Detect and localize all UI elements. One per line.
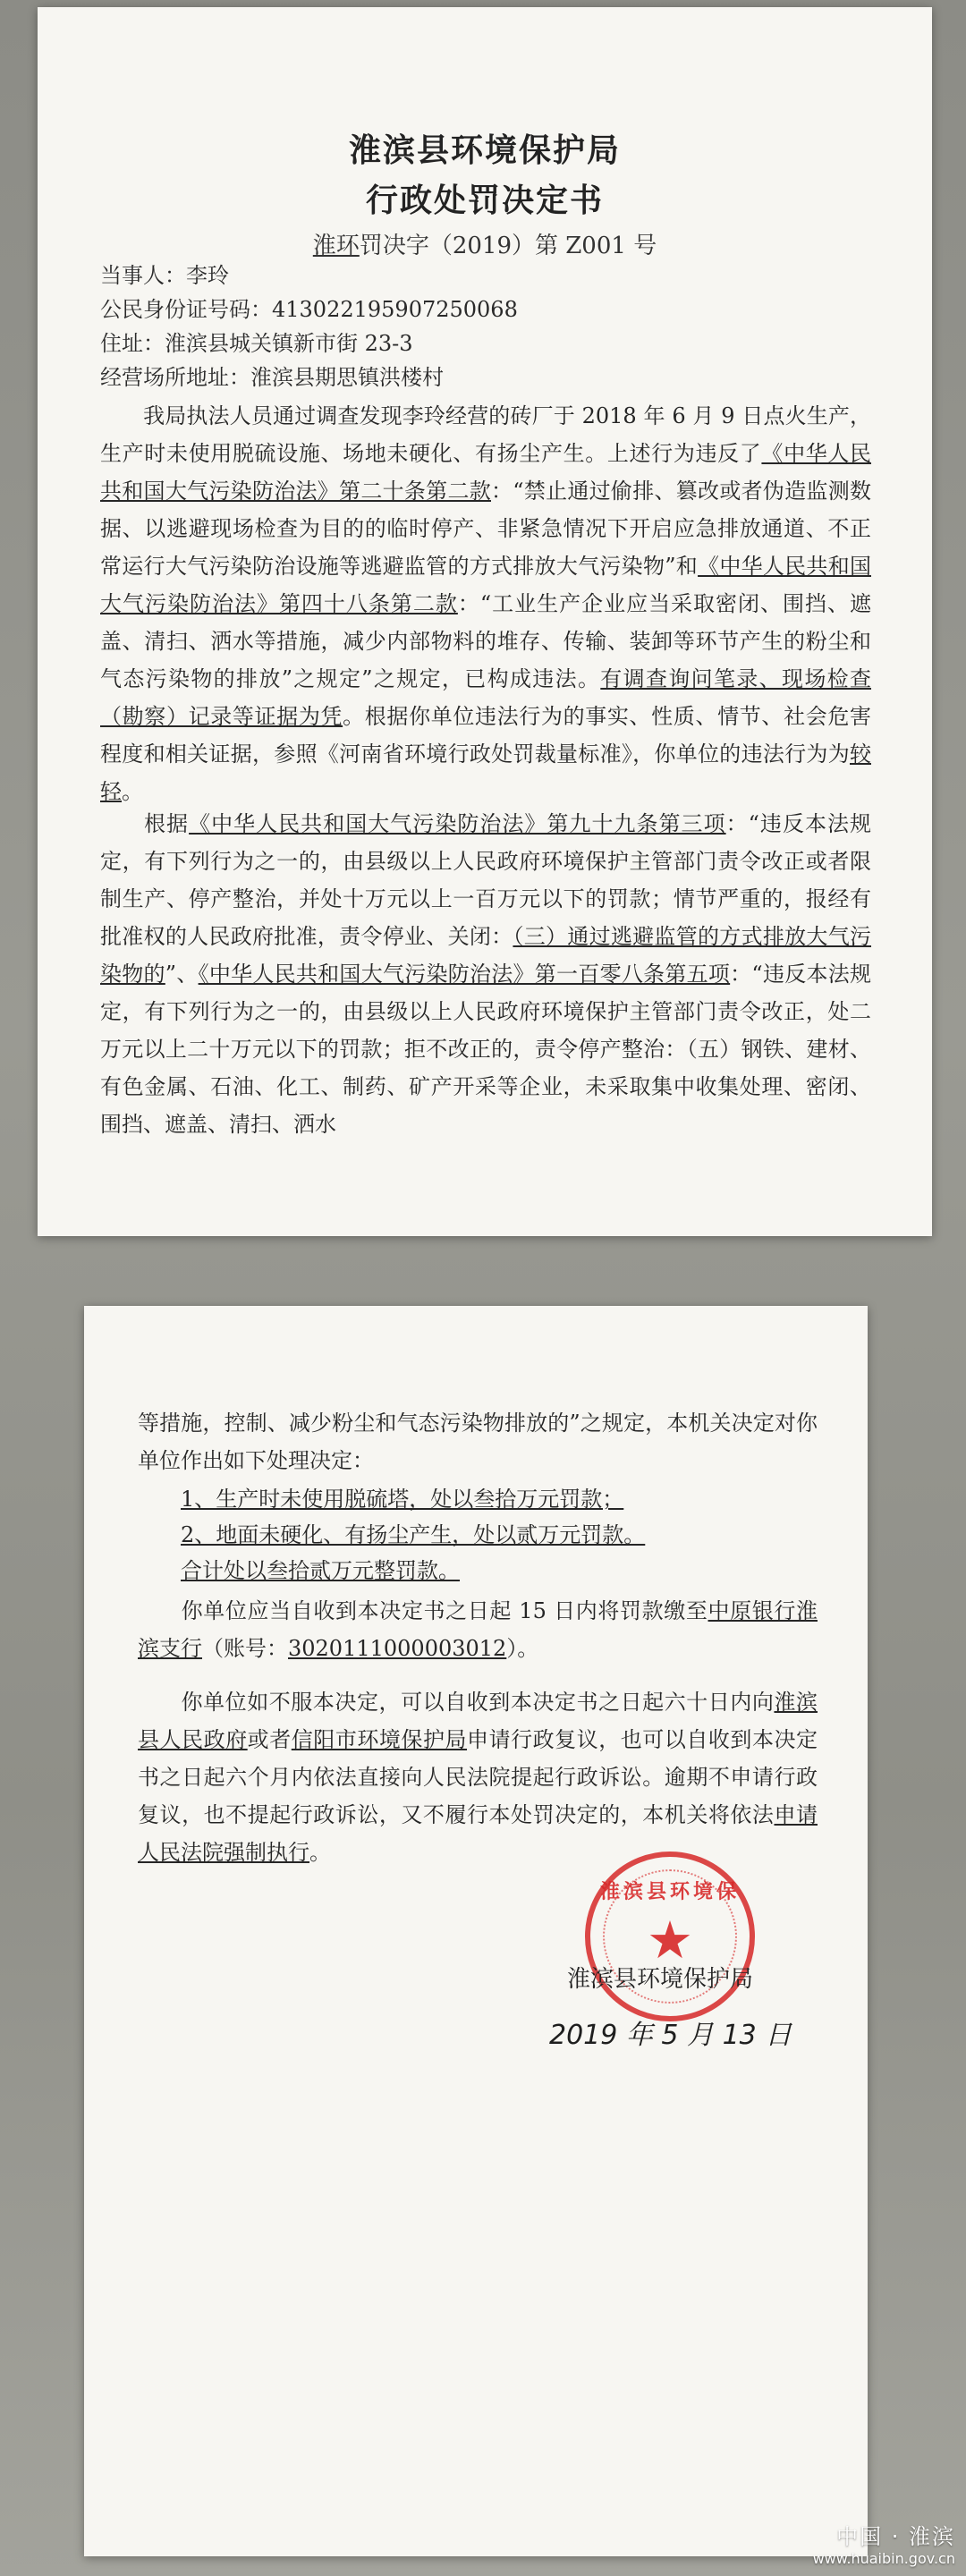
party-address: 住址：淮滨县城关镇新市街 23-3 — [100, 331, 413, 356]
appeal-county-gov: 淮滨县人民政府 — [138, 1690, 818, 1752]
official-seal — [585, 1852, 755, 2021]
document-number-prefix: 淮环 — [312, 233, 360, 259]
penalty-item-2: 2、地面未硬化、有扬尘产生，处以贰万元罚款。 — [181, 1522, 646, 1547]
appeal-city-bureau: 信阳市环境保护局 — [291, 1727, 468, 1752]
continuation-paragraph: 等措施，控制、减少粉尘和气态污染物排放的”之规定，本机关决定对你单位作出如下处理决定： — [138, 1411, 818, 1473]
law-item-3: （三）通过逃避监管的方式排放大气污染物的 — [100, 924, 872, 987]
basis-text-b: ：“违反本法规定，有下列行为之一的，由县级以上人民政府环境保护主管部门责令改正或者限制生产、停产整治，并处十万元以上一百万元以下的罚款；情节严重的，报经有批准权的人民政府批准，责令停业、关闭： — [100, 811, 872, 949]
appeal-text-c: 申请行政复议，也可以自收到本决定书之日起六个月内依法直接向人民法院提起行政诉讼。逾期不申请行政复议，也不提起行政诉讼，又不履行本处罚决定的，本机关将依法 — [138, 1727, 818, 1827]
appeal-text-a: 你单位如不服本决定，可以自收到本决定书之日起六十日内向 — [181, 1690, 775, 1715]
payment-bank: 中原银行淮滨支行 — [138, 1598, 818, 1661]
appeal-court: 申请人民法院强制执行 — [138, 1802, 818, 1865]
seal-star-icon: ★ — [647, 1910, 693, 1970]
account-number: 3020111000003012 — [288, 1636, 507, 1661]
facts-text-a: 我局执法人员通过调查发现李玲经营的砖厂于 2018 年 6 月 9 日点火生产，生产时未使用脱硫设施、场地未硬化、有扬尘产生。上述行为违反了 — [100, 403, 871, 466]
basis-text-c: ”、 — [165, 962, 199, 987]
document-number-rest: 罚决字（2019）第 Z001 号 — [359, 233, 657, 259]
facts-text-end: 。 — [122, 779, 143, 804]
legal-basis-paragraph — [100, 805, 871, 1143]
penalty-item-1: 1、生产时未使用脱硫塔，处以叁拾万元罚款； — [181, 1487, 624, 1512]
law-citation-art20: 《中华人民共和国大气污染防治法》第二十条第二款 — [100, 441, 872, 504]
law-citation-art48: 《中华人民共和国大气污染防治法》第四十八条第二款 — [100, 554, 871, 616]
issue-date: 2019 年 5 月 13 日 — [549, 2020, 792, 2051]
facts-text-b: ：“禁止通过偷排、篡改或者伪造监测数据、以逃避现场检查为目的的临时停产、非紧急情况下开启应急排放通道、不正常运行大气污染防治设施等逃避监管的方式排放大气污染物”和 — [100, 479, 871, 579]
facts-text-c: ：“工业生产企业应当采取密闭、围挡、遮盖、清扫、洒水等措施，减少内部物料的堆存、传输、装卸等环节产生的粉尘和气态污染物的排放”之规定”之规定，已构成违法。 — [100, 591, 871, 691]
penalty-total: 合计处以叁拾贰万元整罚款。 — [181, 1558, 460, 1583]
decision-page-1 — [38, 7, 932, 1236]
law-citation-art99: 《中华人民共和国大气污染防治法》第九十九条第三项 — [189, 811, 726, 836]
basis-text-d: ：“违反本法规定，有下列行为之一的，由县级以上人民政府环境保护主管部门责令改正，处二万元以上二十万元以下的罚款；拒不改正的，责令停产整治：（五）钢铁、建材、有色金属、石油、化工、制药、矿产开采等企业，未采取集中收集处理、密闭、围挡、遮盖、清扫、洒水 — [100, 962, 871, 1137]
law-citation-art108: 《中华人民共和国大气污染防治法》第一百零八条第五项 — [198, 962, 731, 987]
document-title: 行政处罚决定书 — [365, 182, 604, 219]
appeal-end: 。 — [309, 1840, 331, 1865]
basis-text-a: 根据 — [143, 811, 190, 836]
violation-level: 较轻 — [100, 741, 871, 804]
issuer-signature: 淮滨县环境保护局 — [567, 1966, 754, 1993]
account-label: （账号： — [202, 1636, 288, 1661]
penalty-list — [181, 1481, 825, 1589]
facts-text-d: 。根据你单位违法行为的事实、性质、情节、社会危害程度和相关证据，参照《河南省环境行政处罚裁量标准》，你单位的违法行为为 — [100, 704, 872, 767]
watermark-url: www.huaibin.gov.cn — [812, 2550, 955, 2567]
party-name: 当事人：李玲 — [100, 263, 229, 288]
appeal-text-b: 或者 — [247, 1727, 292, 1752]
site-watermark — [813, 2519, 955, 2567]
payment-text: 你单位应当自收到本决定书之日起 15 日内将罚款缴至 — [181, 1598, 708, 1623]
payment-paragraph — [138, 1592, 818, 1667]
account-end: ）。 — [506, 1636, 539, 1661]
facts-paragraph — [100, 397, 871, 810]
seal-text: 淮滨县环境保 — [599, 1880, 740, 1903]
business-address: 经营场所地址：淮滨县期思镇洪楼村 — [100, 365, 444, 390]
party-id-number: 公民身份证号码：413022195907250068 — [100, 297, 518, 322]
appeal-paragraph — [138, 1683, 818, 1871]
decision-page-2 — [84, 1306, 868, 2556]
evidence-text: 有调查询问笔录、现场检查（勘察）记录等证据为凭 — [100, 666, 872, 729]
agency-title: 淮滨县环境保护局 — [348, 131, 621, 169]
watermark-brand: 中国 · 淮滨 — [836, 2524, 955, 2549]
document-number — [38, 227, 932, 260]
